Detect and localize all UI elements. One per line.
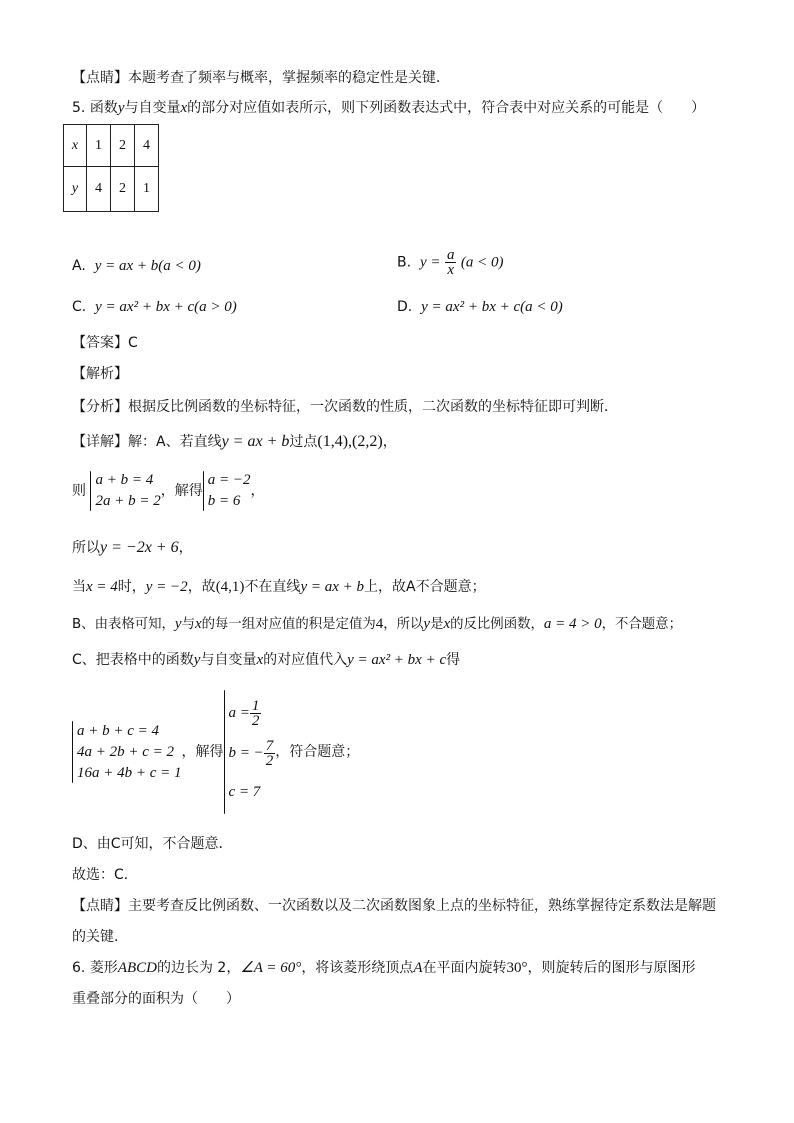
so-line — [72, 538, 193, 558]
denominator: 2 — [251, 713, 260, 730]
number: 4 — [375, 616, 384, 632]
option-a[interactable] — [72, 256, 201, 276]
commentary-tag: 【点睛】 — [72, 70, 128, 86]
denominator: x — [447, 262, 455, 278]
equation: 4a + 2b + c = 2 — [77, 743, 175, 760]
system-left — [90, 470, 160, 512]
case-c-line — [72, 650, 460, 670]
equation: a + b + c = 4 — [77, 722, 160, 739]
stem-text: 的部分对应值如表所示，则下列函数表达式中，符合表中对应关系的可能是（ ） — [187, 100, 706, 116]
text: B、由表格可知， — [72, 617, 175, 632]
equation: 16a + 4b + c = 1 — [77, 764, 182, 781]
case-d-line — [72, 834, 233, 854]
var-y: y — [174, 616, 182, 632]
option-condition: (a > 0) — [194, 299, 237, 315]
text: 与自变量 — [200, 652, 257, 668]
commentary-text: 本题考查了频率与概率，掌握频率的稳定性是关键． — [128, 70, 450, 86]
numerator: a — [446, 247, 455, 263]
text: 的反比例函数， — [450, 617, 544, 632]
option-expression: y = ax + b — [94, 258, 159, 274]
stem-text: 重叠部分的面积为（ ） — [72, 991, 240, 1007]
case-b-line — [72, 614, 682, 635]
equation-system-2 — [72, 690, 359, 814]
table-cell: 1 — [87, 125, 111, 167]
system-text: ， — [250, 483, 265, 499]
math-expression: y = −2x + 6 — [100, 539, 179, 556]
stem-text: 菱形 — [89, 960, 118, 976]
brace-icon — [203, 471, 204, 511]
option-condition: (a < 0) — [460, 254, 504, 271]
stem-text: 与自变量 — [124, 100, 181, 116]
analysis-summary-text: 根据反比例函数的坐标特征，一次函数的性质，二次函数的坐标特征即可判断． — [128, 399, 618, 415]
text: 的对应值代入 — [263, 652, 348, 668]
equation: b = 6 — [207, 493, 241, 509]
question-number: 5. — [72, 100, 86, 116]
equation: a + b = 4 — [95, 472, 154, 488]
analysis-heading — [72, 364, 128, 384]
math-label: A — [413, 960, 423, 976]
math-expression: x = 4 — [86, 579, 118, 595]
analysis-summary-tag: 【分析】 — [72, 399, 128, 415]
text: 的每一组对应值的积是定值为 — [201, 617, 376, 632]
equation: 2a + b = 2 — [95, 493, 161, 509]
option-label: C. — [72, 299, 87, 315]
brace-icon — [72, 721, 73, 783]
answer-value: C — [128, 335, 138, 351]
table-cell: 2 — [111, 167, 135, 212]
when-line — [72, 577, 486, 597]
question-5-stem — [72, 98, 705, 118]
text: 得 — [446, 652, 461, 668]
answer-line — [72, 333, 138, 353]
option-expression: y = ax² + bx + c — [95, 299, 195, 315]
equation: b = − — [228, 745, 264, 761]
table-cell: x — [64, 125, 87, 167]
equation: c = 7 — [228, 784, 261, 800]
system-text: ，符合题意； — [275, 744, 360, 760]
text: 上，故A不合题意； — [364, 579, 486, 595]
text: 是 — [430, 617, 444, 632]
stem-text: 在平面内旋转 — [422, 960, 507, 976]
fraction — [250, 699, 262, 728]
var-x: x — [180, 100, 188, 116]
text: ，故 — [187, 579, 216, 595]
option-condition: (a < 0) — [520, 299, 563, 315]
commentary-text: 的关键． — [72, 929, 128, 945]
math-label: ABCD — [117, 960, 157, 976]
var-y: y — [117, 100, 125, 116]
stem-text: 的边长为 2， — [156, 960, 241, 976]
analysis-tag: 【解析】 — [72, 366, 128, 382]
text: 所以 — [72, 540, 100, 556]
numerator: 7 — [265, 738, 274, 755]
text: D、由C可知，不合题意． — [72, 836, 233, 852]
system-text: ，解得 — [160, 483, 203, 499]
system-text: ，解得 — [181, 744, 224, 760]
table-cell: 2 — [111, 125, 135, 167]
text: ， — [178, 540, 193, 556]
system-left — [72, 721, 182, 784]
commentary-tag: 【点睛】 — [72, 898, 128, 914]
choose-line — [72, 865, 138, 885]
stem-text: ，将该菱形绕顶点 — [301, 960, 414, 976]
var-y: y — [423, 616, 431, 632]
text: 不在直线 — [244, 579, 301, 595]
option-d[interactable] — [397, 297, 563, 317]
question-6-stem-cont — [72, 989, 240, 1009]
math-expression: y = −2 — [145, 579, 188, 595]
detail-text: ， — [382, 434, 397, 450]
text: 当 — [72, 579, 86, 595]
table-cell: 1 — [135, 167, 159, 212]
detail-line-1 — [72, 432, 397, 452]
math-expression: ∠A = 60° — [240, 960, 302, 976]
math-point: (4,1) — [215, 579, 245, 595]
text: C、把表格中的函数 — [72, 652, 194, 668]
answer-tag: 【答案】 — [72, 335, 128, 351]
text: 与 — [181, 617, 195, 632]
option-condition: (a < 0) — [158, 258, 201, 274]
text: ，所以 — [383, 617, 424, 632]
text: 时， — [117, 579, 146, 595]
option-expression: y = — [419, 254, 441, 271]
commentary-paragraph-2 — [72, 896, 716, 916]
equation-system-1 — [72, 470, 264, 512]
var-x: x — [256, 652, 264, 668]
text: 故选：C． — [72, 867, 138, 883]
system-prefix: 则 — [72, 483, 86, 499]
var-x: x — [194, 616, 202, 632]
fraction — [264, 739, 276, 768]
math-expression: y = ax² + bx + c — [347, 652, 447, 668]
commentary-paragraph-2-cont — [72, 927, 128, 947]
system-solution — [203, 470, 251, 512]
math-expression: a = 4 > 0 — [543, 616, 602, 632]
table-row — [64, 167, 159, 212]
commentary-paragraph — [72, 68, 450, 88]
table-cell: 4 — [135, 125, 159, 167]
brace-icon — [224, 690, 225, 814]
fraction — [445, 248, 457, 277]
equation: a = −2 — [207, 472, 251, 488]
option-label: B. — [397, 254, 412, 271]
stem-text: ，则旋转后的图形与原图形 — [527, 960, 696, 976]
math-expression: y = ax + b — [221, 433, 290, 450]
table-row — [64, 125, 159, 167]
table-cell: 4 — [87, 167, 111, 212]
detail-text: 过点 — [289, 434, 318, 450]
text: ，不合题意； — [601, 617, 682, 632]
detail-tag: 【详解】 — [72, 434, 128, 450]
detail-text: 解：A、若直线 — [128, 434, 222, 450]
system-solution — [224, 690, 276, 814]
var-x: x — [443, 616, 451, 632]
stem-text: 函数 — [89, 100, 118, 116]
table-cell: y — [64, 167, 87, 212]
option-c[interactable] — [72, 297, 237, 317]
option-label: D. — [397, 299, 413, 315]
var-y: y — [193, 652, 201, 668]
equation: a = — [228, 705, 250, 721]
option-label: A. — [72, 258, 86, 274]
value-table — [63, 124, 159, 212]
denominator: 2 — [265, 753, 274, 770]
math-expression: y = ax + b — [300, 579, 364, 595]
math-points: (1,4),(2,2) — [317, 433, 383, 450]
analysis-summary — [72, 397, 618, 417]
math-expression: 30° — [506, 960, 528, 976]
numerator: 1 — [251, 698, 260, 715]
option-expression: y = ax² + bx + c — [421, 299, 521, 315]
question-6-stem — [72, 958, 695, 978]
commentary-text: 主要考查反比例函数、一次函数以及二次函数图象上点的坐标特征，熟练掌握待定系数法是解题 — [128, 898, 716, 914]
question-number: 6. — [72, 960, 86, 976]
brace-icon — [90, 471, 91, 511]
option-b[interactable] — [397, 248, 504, 277]
